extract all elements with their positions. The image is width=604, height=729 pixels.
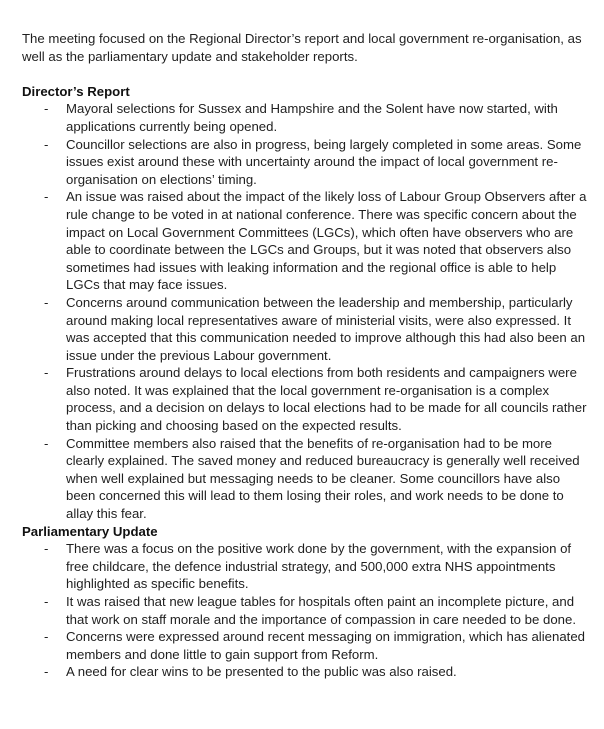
section-directors-report bbox=[22, 83, 592, 523]
dash-bullet-icon: - bbox=[44, 365, 49, 381]
list-item-text: Mayoral selections for Sussex and Hampshire and the Solent have now started, with applications currently being opened. bbox=[66, 101, 558, 134]
list-item bbox=[22, 294, 592, 364]
list-item bbox=[22, 540, 592, 593]
dash-bullet-icon: - bbox=[44, 189, 49, 205]
list-item bbox=[22, 628, 592, 663]
document-body bbox=[22, 30, 592, 681]
section-heading: Director’s Report bbox=[22, 83, 130, 99]
bullet-list bbox=[22, 100, 592, 522]
list-item bbox=[22, 100, 592, 135]
list-item-text: There was a focus on the positive work done by the government, with the expansion of free childcare, the defence industrial strategy, and 500,000 extra NHS appointments highlighted as specific benefits. bbox=[66, 541, 572, 592]
dash-bullet-icon: - bbox=[44, 594, 49, 609]
dash-bullet-icon: - bbox=[44, 541, 49, 557]
list-item bbox=[22, 188, 592, 294]
list-item-text: A need for clear wins to be presented to the public was also raised. bbox=[66, 664, 457, 680]
list-item-text: It was raised that new league tables for hospitals often paint an incomplete picture, and that work on staff morale and the importance of compassion in care needed to be done. bbox=[66, 594, 576, 627]
section-parliamentary-update bbox=[22, 523, 592, 681]
list-item-text: Committee members also raised that the benefits of re-organisation had to be more clearly explained. The saved money and reduced bureaucracy is generally well received when well explained but messaging needs to be cleaner. Some councillors have also been concerned this will lead to them losing their roles, and work needs to be done to allay this fear. bbox=[66, 435, 580, 522]
dash-bullet-icon: - bbox=[44, 294, 49, 310]
dash-bullet-icon: - bbox=[44, 435, 49, 451]
list-item-text: Councillor selections are also in progress, being largely completed in some areas. Some issues exist around these with uncertainty around the impact of local government re-organisation on elections’ timing. bbox=[66, 136, 582, 187]
list-item bbox=[22, 593, 592, 628]
list-item-text: Concerns around communication between the leadership and membership, particularly around making local representatives aware of ministerial visits, were also expressed. It was accepted that this communication needed to improve although this had also been an issue under the previous Labour government. bbox=[66, 294, 586, 363]
list-item bbox=[22, 435, 592, 523]
list-item bbox=[22, 663, 592, 681]
list-item-text: An issue was raised about the impact of the likely loss of Labour Group Observers after a rule change to be voted in at national conference. There was specific concern about the impact on Local Government Committees (LGCs), which often have observers who are able to coordinate between the LGCs and Groups, but it was noted that observers also sometimes had issues with leaking information and the regional office is able to help LGCs that may face issues. bbox=[66, 189, 587, 293]
list-item bbox=[22, 136, 592, 189]
list-item-text: Concerns were expressed around recent messaging on immigration, which has alienated members and done little to gain support from Reform. bbox=[66, 629, 585, 662]
bullet-list bbox=[22, 540, 592, 681]
list-item bbox=[22, 364, 592, 434]
section-heading: Parliamentary Update bbox=[22, 523, 158, 539]
dash-bullet-icon: - bbox=[44, 101, 49, 117]
list-item-text: Frustrations around delays to local elections from both residents and campaigners were also noted. It was explained that the local government re-organisation is a complex process, and a decision on delays to local elections had to be made for all councils rather than picking and choosing based on the expected results. bbox=[66, 365, 587, 434]
dash-bullet-icon: - bbox=[44, 664, 49, 680]
dash-bullet-icon: - bbox=[44, 629, 49, 645]
intro-paragraph: The meeting focused on the Regional Director’s report and local government re-organisation, as well as the parliamentary update and stakeholder reports. bbox=[22, 31, 582, 64]
dash-bullet-icon: - bbox=[44, 136, 49, 152]
